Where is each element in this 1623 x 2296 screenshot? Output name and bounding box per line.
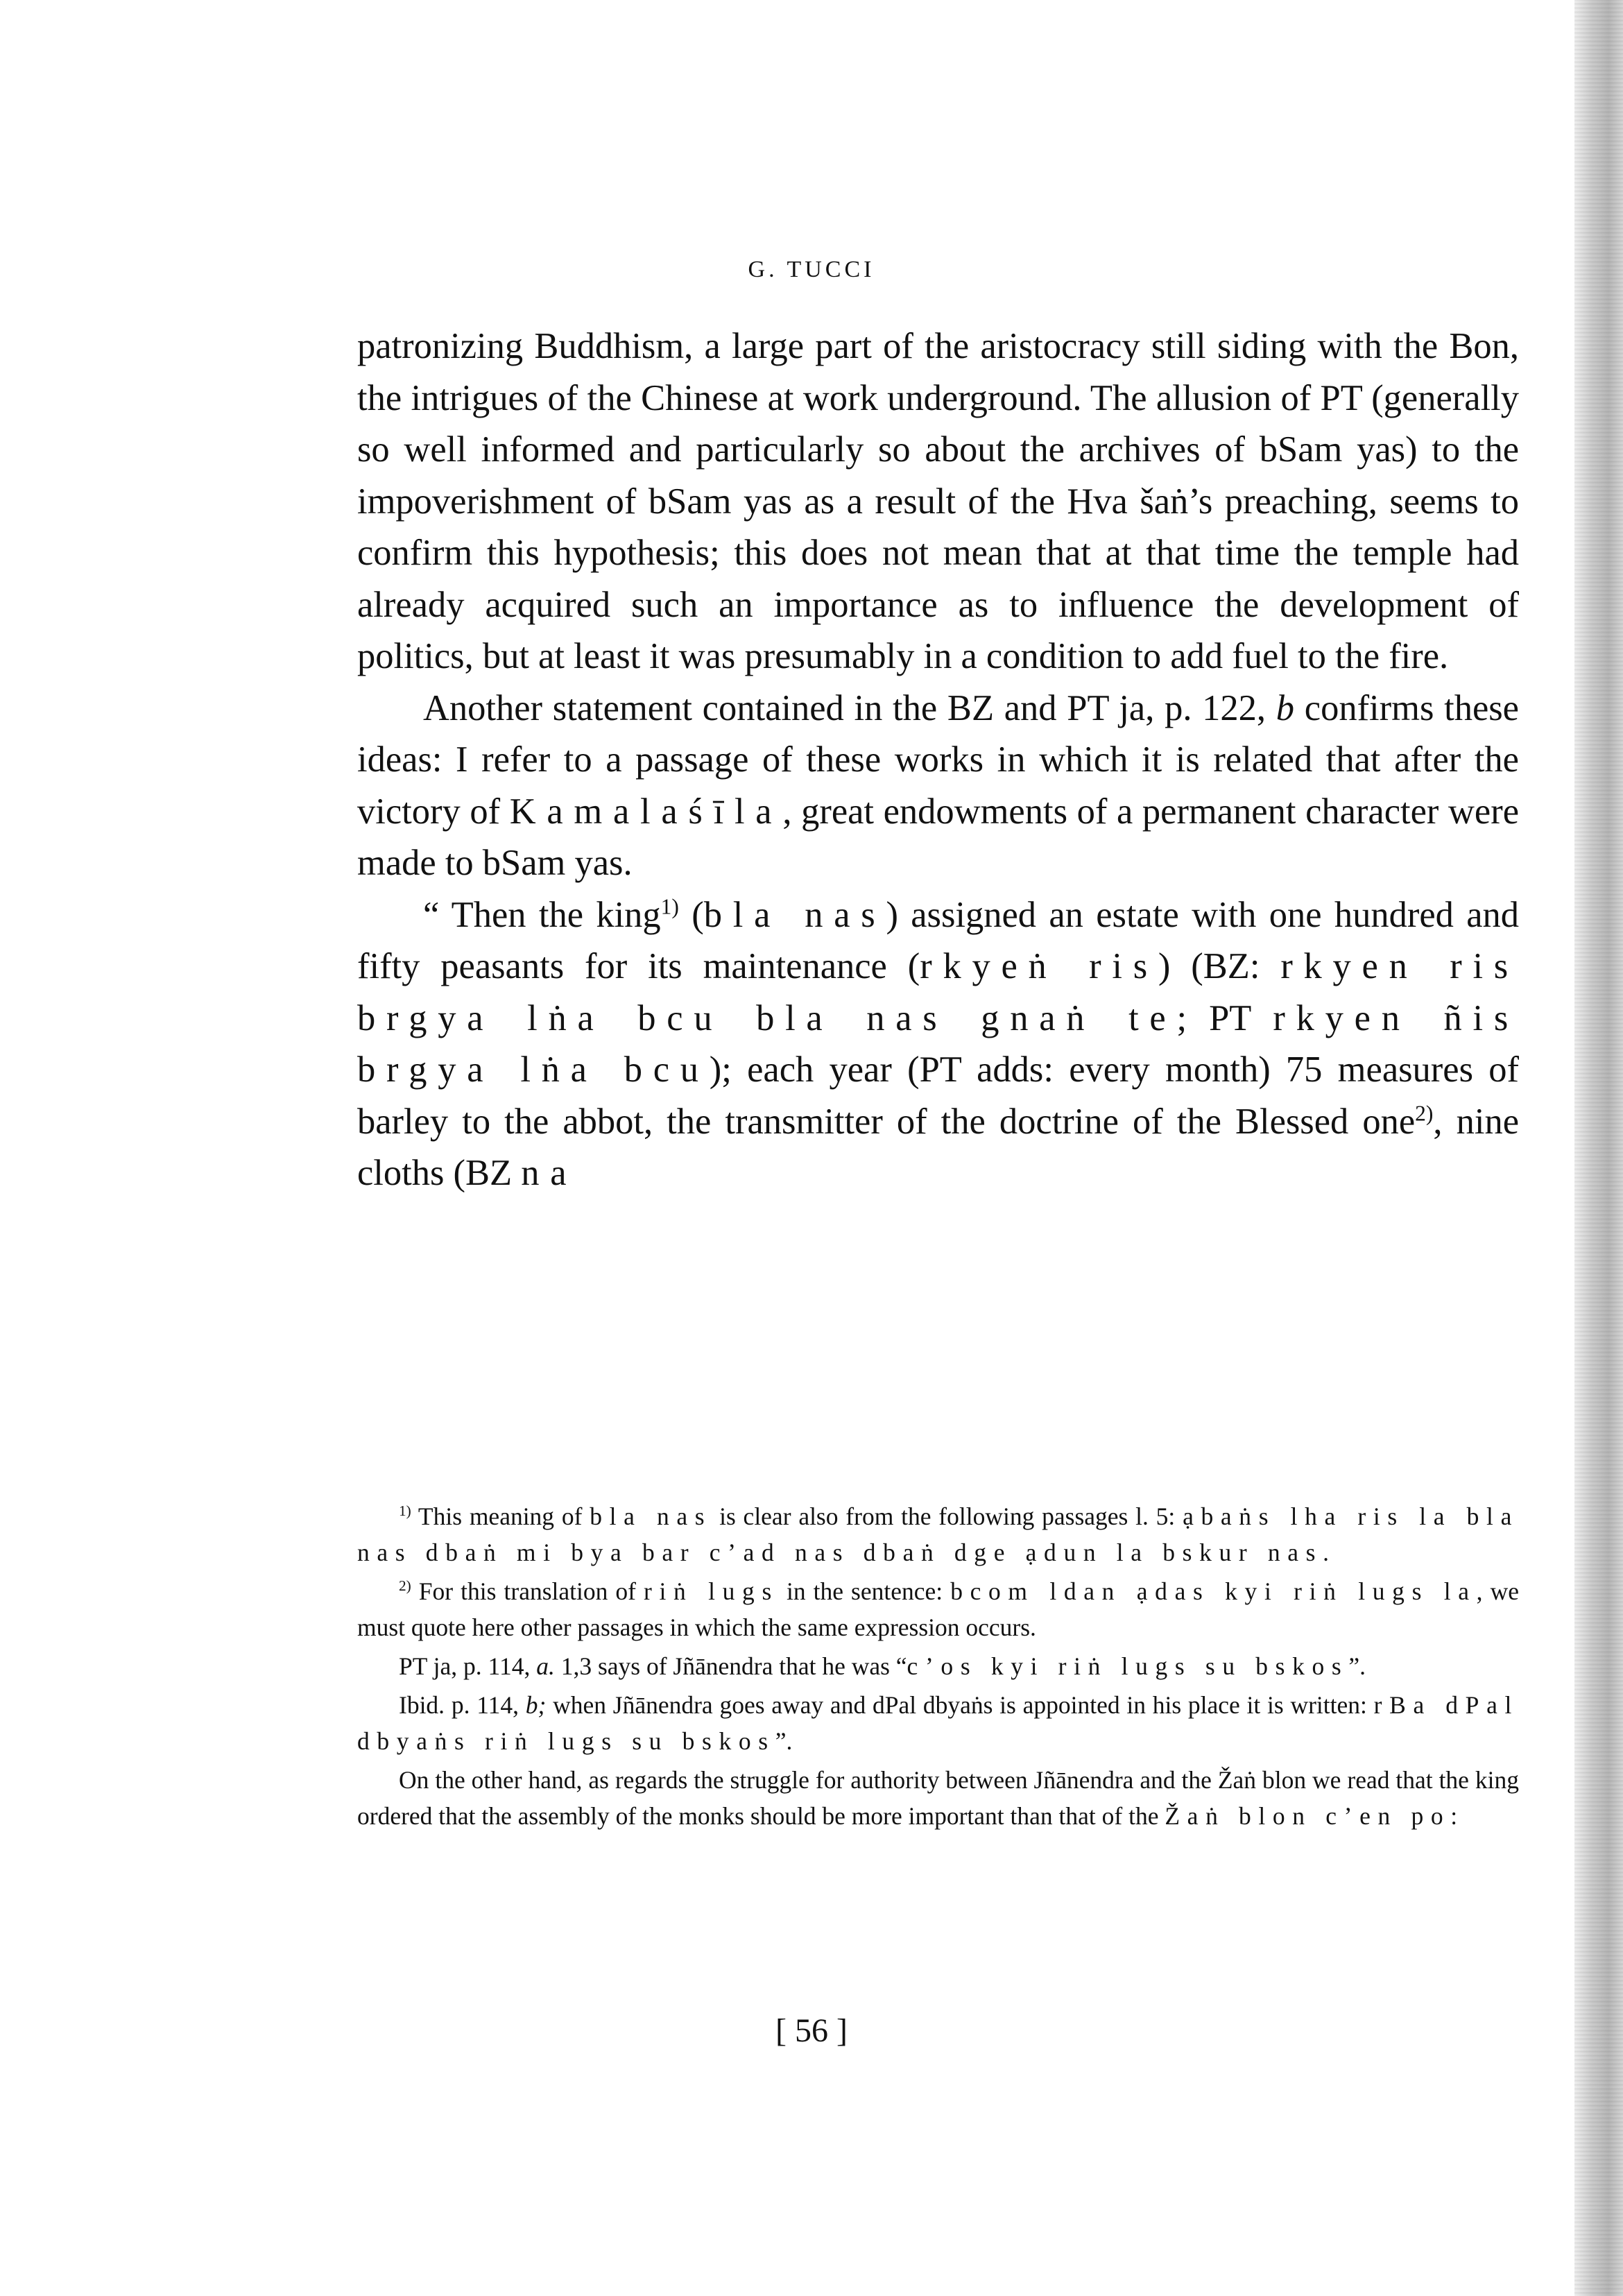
main-text [357, 320, 1519, 1199]
text-run: confirms these ideas: I refer to a passage of these works in which it is related that after the victory of [357, 687, 1519, 832]
footnote-2 [357, 1573, 1519, 1645]
paragraph-1: patronizing Buddhism, a large part of the aristocracy still siding with the Bon, the intrigues of the Chinese at work underground. The allusion of PT (generally so well informed and particularly so about the archives of bSam yas) to the impoverishment of bSam yas as a result of the Hva šaṅ’s preaching, seems to confirm this hypothesis; this does not mean that at that time the temple had already acquired such an importance as to influence the development of politics, but at least it was presumably in a condition to add fuel to the fire. [357, 326, 1519, 676]
italic-run: b [1276, 687, 1295, 728]
footnote-ref-2: 2) [1415, 1101, 1434, 1125]
spaced-term: rBa dPal dbyaṅs riṅ lugs su bskos [357, 1691, 1519, 1755]
spaced-term: riṅ lugs [644, 1577, 779, 1605]
footnote-number: 2) [399, 1577, 411, 1595]
spaced-term: Žaṅ blon c’en po: [1165, 1802, 1465, 1830]
text-run: 1,3 says of Jñānendra that he was “ [554, 1652, 907, 1680]
footnote-2-continued [357, 1687, 1519, 1759]
footnotes [357, 1498, 1519, 1837]
spaced-term: rkyen ris brgya lṅa bcu bla nas gnaṅ te [357, 946, 1519, 1038]
text-run: when Jñānendra goes away and dPal dbyaṅs is appointed in his place it is written: [546, 1691, 1374, 1719]
text-run: On the other hand, as regards the struggle for authority between Jñānendra and the Žaṅ blon we read that the king ordered that the assembly of the monks should be more important than that of the [357, 1766, 1519, 1830]
spaced-term: na [521, 1153, 578, 1193]
text-run: is clear also from the following passages l. 5: [712, 1502, 1183, 1530]
text-run: ; PT [1176, 997, 1273, 1038]
text-run: For this translation of [411, 1577, 644, 1605]
text-run: ”. [1348, 1652, 1366, 1680]
text-run: ”. [775, 1727, 793, 1755]
spaced-term: bla nas [590, 1502, 712, 1530]
spaced-term: rkyen ñis brgya lṅa bcu [357, 997, 1519, 1090]
text-run: PT ja, p. 114, [399, 1652, 537, 1680]
text-run: ) assigned an estate with one hundred and fifty peasants for its maintenance ( [357, 894, 1520, 986]
spaced-term: Kamalaśīla [509, 791, 783, 832]
paragraph-2 [357, 683, 1519, 889]
footnote-number: 1) [399, 1502, 411, 1520]
footnote-2-continued [357, 1762, 1519, 1834]
text-run: , we must quote here other passages in which the same expression occurs. [357, 1577, 1519, 1641]
text-run: , nine cloths (BZ [357, 1101, 1520, 1193]
spaced-term: rkyeṅ ris [920, 946, 1158, 986]
spaced-term: bla nas [703, 894, 886, 935]
running-head: G. TUCCI [748, 257, 875, 282]
italic-run: b; [525, 1691, 547, 1719]
text-run: ( [678, 894, 704, 935]
footnote-1 [357, 1498, 1519, 1570]
text-run: in the sentence: [778, 1577, 951, 1605]
paragraph-3 [357, 889, 1519, 1199]
text-run: “ Then the king [423, 894, 661, 935]
spaced-term: ạbaṅs lha ris la bla nas dbaṅ mi bya bar c’ad nas dbaṅ dge ạdun la bskur nas. [357, 1502, 1519, 1566]
text-run: Another statement contained in the BZ and PT ja, p. 122, [423, 687, 1276, 728]
text-run: ) (BZ: [1158, 946, 1281, 986]
spaced-term: bcom ldan ạdas kyi riṅ lugs la [950, 1577, 1477, 1605]
text-run: ); each year (PT adds: every month) 75 measures of barley to the abbot, the transmitter of the doctrine of the Blessed one [357, 1050, 1520, 1142]
scanned-page-edge [1574, 0, 1623, 2296]
footnote-2-continued [357, 1648, 1519, 1684]
page-number: [ 56 ] [775, 2012, 848, 2049]
footnote-ref-1: 1) [660, 894, 679, 918]
text-run: Ibid. p. 114, [399, 1691, 526, 1719]
text-run: This meaning of [411, 1502, 590, 1530]
italic-run: a. [536, 1652, 555, 1680]
text-run: , great endowments of a permanent character were made to bSam yas. [357, 791, 1519, 883]
spaced-term: c’os kyi riṅ lugs su bskos [907, 1652, 1349, 1680]
